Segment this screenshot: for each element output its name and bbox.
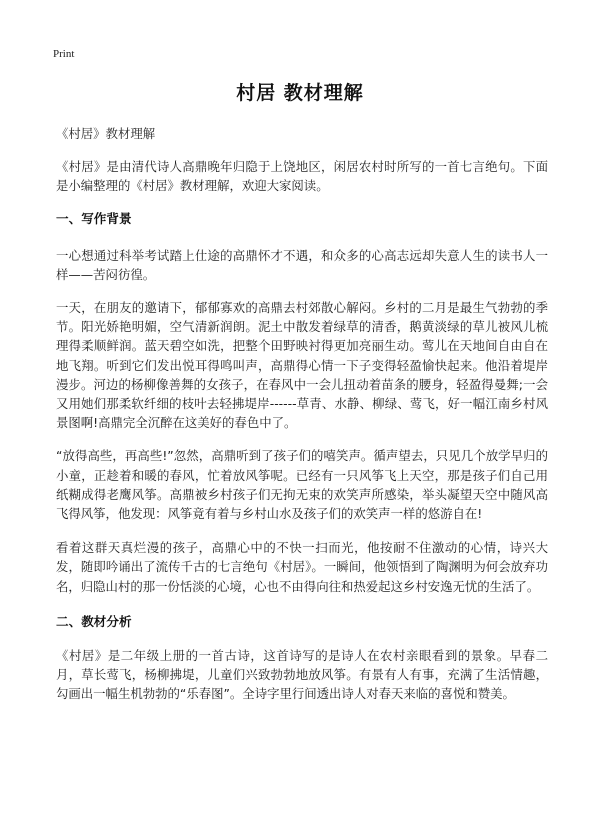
section-background (56, 209, 548, 596)
page-title: 村居 教材理解 (236, 82, 364, 104)
analysis-paragraph-1: 《村居》是二年级上册的一首古诗，这首诗写的是诗人在农村亲眼看到的景象。早春二月，草长莺飞，杨柳拂堤，儿童们兴致勃勃地放风筝。有景有人有事，充满了生活情趣，勾画出一幅生机勃勃的“乐春图”。全诗字里行间透出诗人对春天来临的喜悦和赞美。 (56, 647, 548, 702)
intro-paragraph: 《村居》是由清代诗人高鼎晚年归隐于上饶地区，闲居农村时所写的一首七言绝句。下面是小编整理的《村居》教材理解，欢迎大家阅读。 (56, 159, 548, 194)
section-analysis (56, 612, 548, 704)
section-heading-analysis: 二、教材分析 (56, 613, 132, 629)
background-paragraph-1: 一心想通过科举考试踏上仕途的高鼎怀才不遇，和众多的心高志远却失意人生的读书人一样——苦闷彷徨。 (56, 247, 548, 282)
background-paragraph-2: 一天，在朋友的邀请下，郁郁寡欢的高鼎去村郊散心解闷。乡村的二月是最生气勃勃的季节。阳光娇艳明媚，空气清新润朗。泥土中散发着绿草的清香，鹅黄淡绿的草儿被风儿梳理得柔顺鲜润。蓝天碧空如洗，把整个田野映衬得更加亮丽生动。莺儿在天地间自由自在地飞翔。听到它们发出悦耳得鸣叫声，高鼎得心情一下子变得轻盈愉快起来。他沿着堤岸漫步。河边的杨柳像善舞的女孩子，在春风中一会儿扭动着苗条的腰身，轻盈得曼舞;一会又用她们那柔软纤细的枝叶去轻拂堤岸------草青、水静、柳绿、莺飞，好一幅江南乡村风景图啊!高鼎完全沉醉在这美好的春色中了。 (56, 300, 548, 431)
background-paragraph-3: “放得高些，再高些!”忽然，高鼎听到了孩子们的嘻笑声。循声望去，只见几个放学早归的小童，正趁着和暖的春风，忙着放风筝呢。已经有一只风筝飞上天空，那是孩子们自己用纸糊成得老鹰风筝。高鼎被乡村孩子们无拘无束的欢笑声所感染，举头凝望天空中随风高飞得风筝，他发现：风筝竟有着与乡村山水及孩子们的欢笑声一样的悠游自在! (56, 448, 548, 522)
article-subtitle: 《村居》教材理解 (56, 126, 156, 141)
article-body (56, 124, 548, 718)
background-paragraph-4: 看着这群天真烂漫的孩子，高鼎心中的不快一扫而光，他按耐不住激动的心情，诗兴大发，随即吟诵出了流传千古的七言绝句《村居》。一瞬间，他领悟到了陶渊明为何会放弃功名，归隐山村的那一份恬淡的心境，心也不由得向往和热爱起这乡村安逸无忧的生活了。 (56, 540, 548, 594)
print-link[interactable]: Print (53, 48, 75, 60)
section-heading-background: 一、写作背景 (56, 210, 132, 226)
